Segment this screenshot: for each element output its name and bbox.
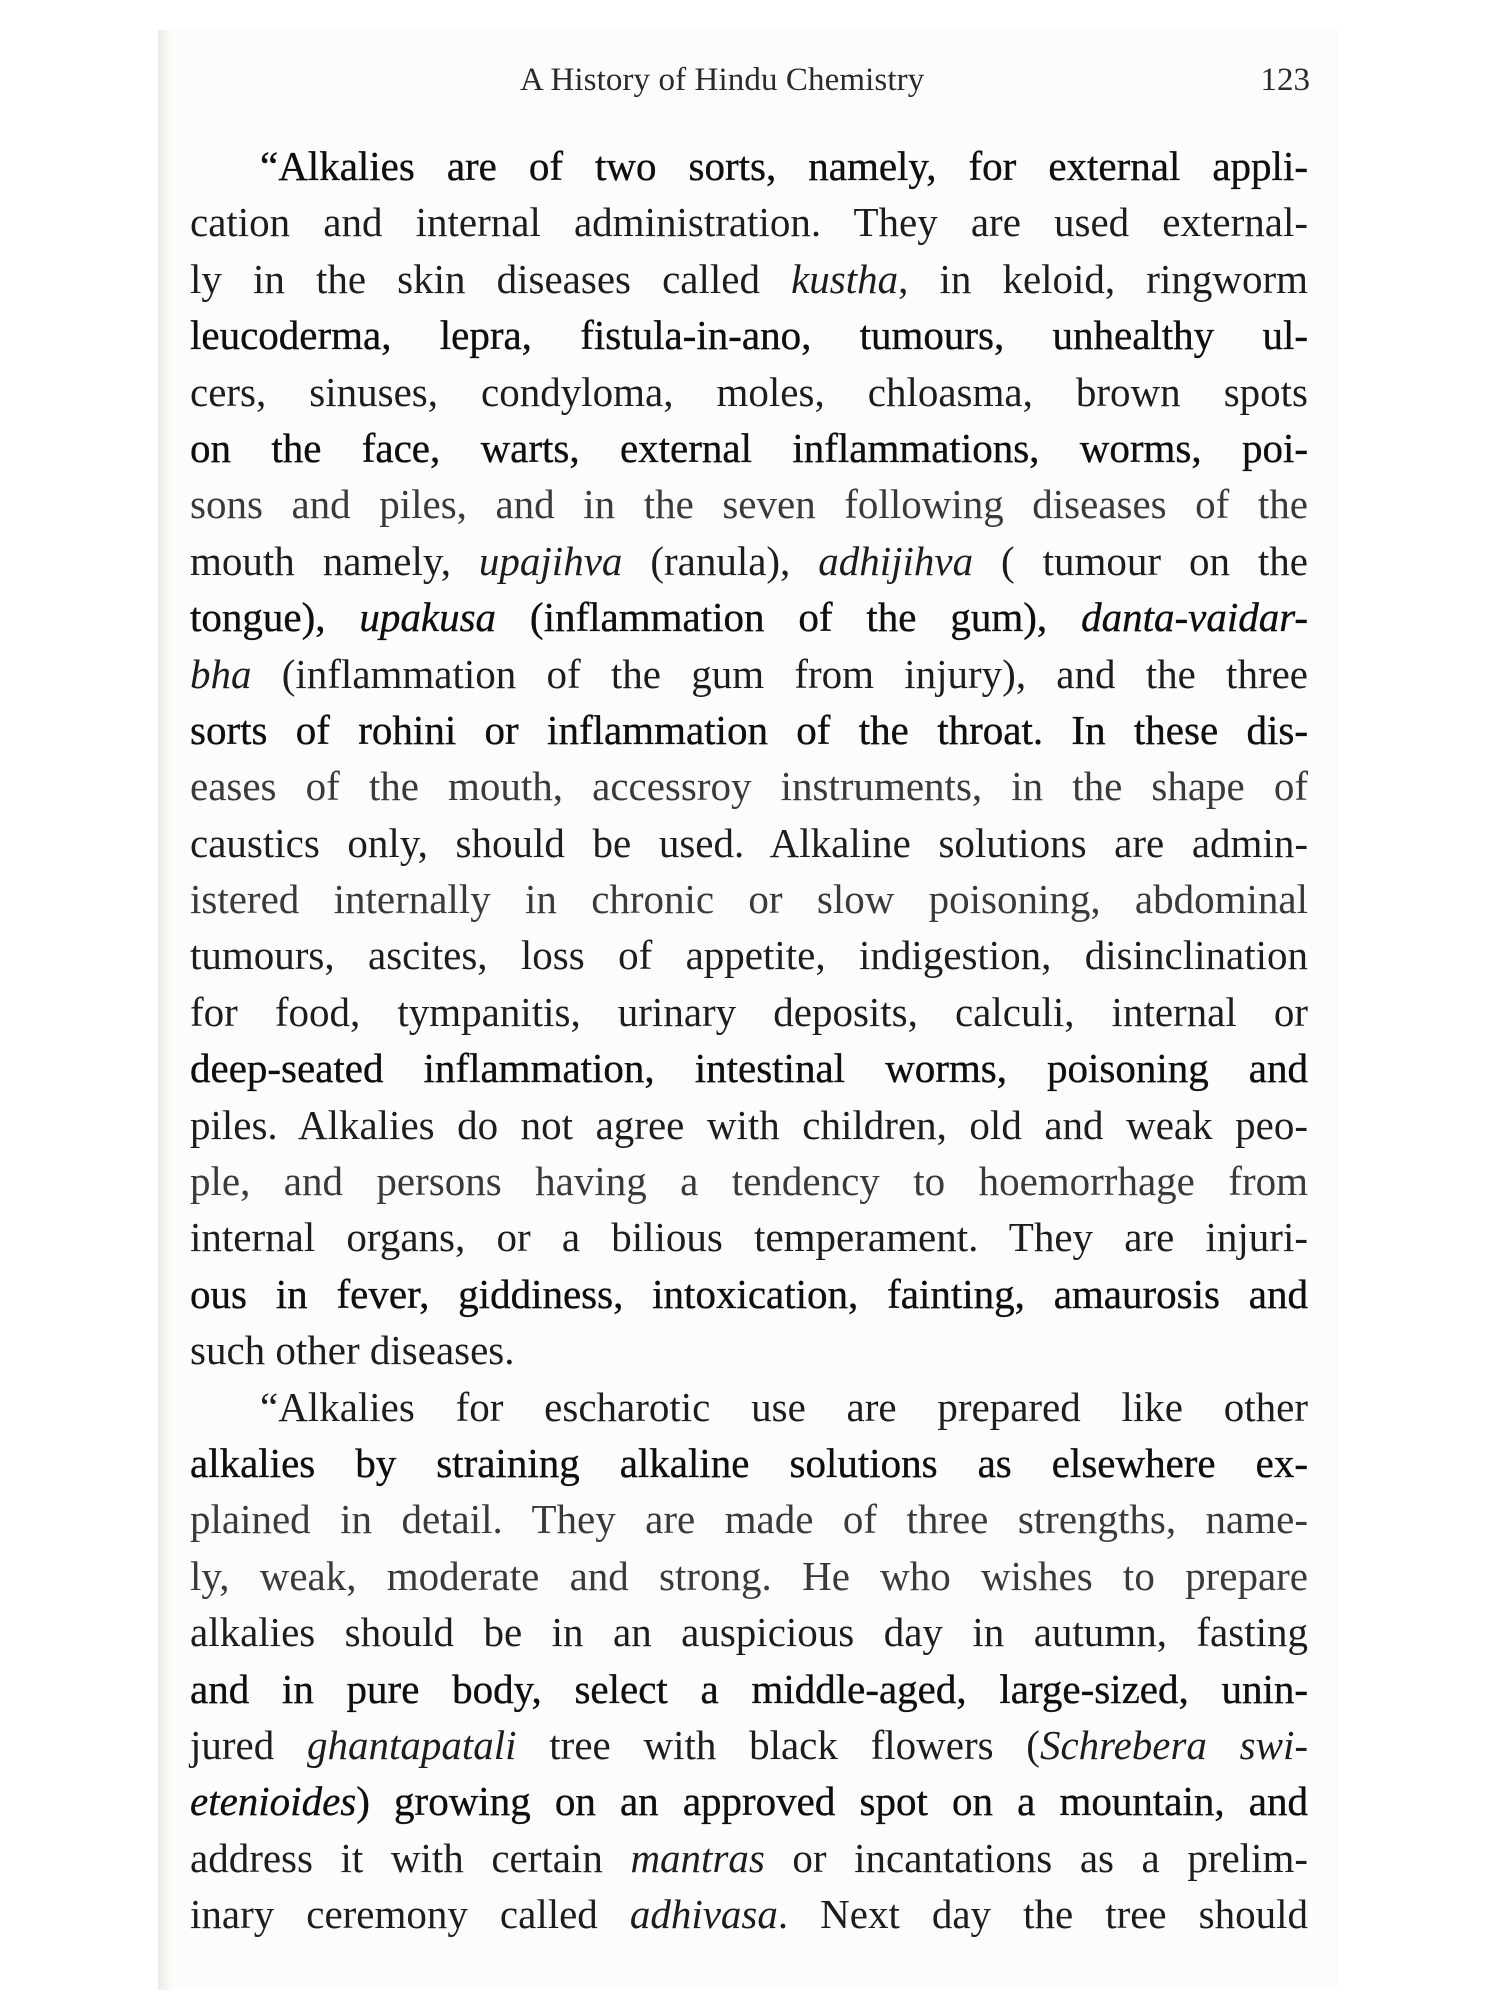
italic-term: upakusa (359, 594, 497, 641)
text-run: (inflammation of the gum from injury), and the three (251, 650, 1308, 697)
text-line (190, 984, 1308, 1040)
text-line (190, 1717, 1308, 1773)
text-line (190, 307, 1308, 363)
text-run: “Alkalies are of two sorts, namely, for external appli- (260, 143, 1308, 189)
italic-term: adhijihva (818, 537, 974, 584)
text-line (190, 420, 1308, 476)
text-line (190, 1040, 1308, 1096)
text-run: deep-seated inflammation, intestinal worms, poisoning and (190, 1045, 1308, 1092)
text-line (190, 1379, 1308, 1435)
text-run: on the face, warts, external inflammations, worms, poi- (190, 424, 1308, 471)
text-line (190, 646, 1308, 702)
text-run: and in pure body, select a middle-aged, large-sized, unin- (190, 1665, 1308, 1712)
text-line (190, 1548, 1308, 1604)
body-text (190, 138, 1308, 1943)
italic-term: adhivasa (629, 1891, 778, 1938)
text-line (190, 533, 1308, 589)
running-head-title: A History of Hindu Chemistry (520, 62, 925, 98)
text-run: . Next day the tree should (777, 1891, 1308, 1938)
page-number: 123 (1260, 62, 1310, 98)
text-line (190, 815, 1308, 871)
text-line (190, 251, 1308, 307)
text-line (190, 927, 1308, 983)
text-line (190, 476, 1308, 532)
text-line (190, 138, 1308, 194)
paragraph (190, 138, 1308, 1379)
text-run: for food, tympanitis, urinary deposits, calculi, internal or (190, 988, 1308, 1035)
text-line (190, 1604, 1308, 1660)
text-run: ple, and persons having a tendency to hoemorrhage from (190, 1158, 1308, 1205)
text-run: plained in detail. They are made of three strengths, name- (190, 1496, 1308, 1543)
text-line (190, 589, 1308, 645)
text-line (190, 1322, 1308, 1378)
text-line (190, 1661, 1308, 1717)
text-run: “Alkalies for escharotic use are prepared like other (260, 1383, 1308, 1430)
text-line (190, 1097, 1308, 1153)
text-run: eases of the mouth, accessroy instruments, in the shape of (190, 763, 1308, 810)
italic-term: danta-vaidar- (1081, 594, 1308, 641)
text-line (190, 1830, 1308, 1886)
italic-term: ghantapatali (306, 1721, 517, 1768)
text-run: ) growing on an approved spot on a mountain, and (356, 1778, 1308, 1825)
text-run: (inflammation of the gum), (496, 594, 1082, 641)
text-line (190, 1209, 1308, 1265)
text-line (190, 1435, 1308, 1491)
text-run: alkalies should be in an auspicious day in autumn, fasting (190, 1609, 1308, 1656)
text-line (190, 1773, 1308, 1829)
page-gutter-shadow (158, 30, 172, 1990)
text-run: ous in fever, giddiness, intoxication, fainting, amaurosis and (190, 1270, 1308, 1317)
text-line (190, 1153, 1308, 1209)
text-run: , in keloid, ringworm (898, 255, 1308, 302)
text-run: tree with black flowers ( (516, 1721, 1040, 1768)
text-run: piles. Alkalies do not agree with children, old and weak peo- (190, 1101, 1308, 1148)
italic-term: kustha (791, 255, 899, 302)
text-run: tongue), (190, 594, 360, 641)
text-run: sorts of rohini or inflammation of the throat. In these dis- (190, 706, 1308, 753)
text-line (190, 1886, 1308, 1942)
text-run: ly in the skin diseases called (190, 255, 792, 302)
text-run: inary ceremony called (190, 1891, 630, 1938)
text-run: address it with certain (190, 1834, 631, 1881)
text-run: leucoderma, lepra, fistula-in-ano, tumours, unhealthy ul- (190, 312, 1308, 359)
text-line (190, 364, 1308, 420)
text-run: mouth namely, (190, 537, 479, 584)
text-run: or incantations as a prelim- (764, 1834, 1308, 1881)
text-line (190, 1491, 1308, 1547)
italic-term: Schrebera swi- (1039, 1721, 1308, 1768)
text-run: alkalies by straining alkaline solutions as elsewhere ex- (190, 1439, 1308, 1486)
text-run: cers, sinuses, condyloma, moles, chloasma, brown spots (190, 368, 1308, 415)
text-run: tumours, ascites, loss of appetite, indigestion, disinclination (190, 932, 1308, 979)
text-line (190, 758, 1308, 814)
text-run: jured (190, 1721, 307, 1768)
text-run: cation and internal administration. They are used external- (190, 199, 1308, 246)
text-line (190, 1266, 1308, 1322)
text-run: ly, weak, moderate and strong. He who wishes to prepare (190, 1552, 1308, 1599)
italic-term: bha (190, 650, 252, 697)
paragraph (190, 1379, 1308, 1943)
text-run: istered internally in chronic or slow poisoning, abdominal (190, 876, 1308, 923)
text-run: such other diseases. (190, 1327, 515, 1374)
text-run: (ranula), (622, 537, 819, 584)
text-run: internal organs, or a bilious temperament. They are injuri- (190, 1214, 1308, 1261)
italic-term: etenioides (190, 1778, 357, 1825)
text-run: caustics only, should be used. Alkaline solutions are admin- (190, 819, 1308, 866)
italic-term: upajihva (478, 537, 623, 584)
text-line (190, 871, 1308, 927)
italic-term: mantras (630, 1834, 765, 1881)
text-line (190, 702, 1308, 758)
text-run: ( tumour on the (973, 537, 1308, 584)
text-run: sons and piles, and in the seven following diseases of the (190, 481, 1308, 528)
text-line (190, 194, 1308, 250)
